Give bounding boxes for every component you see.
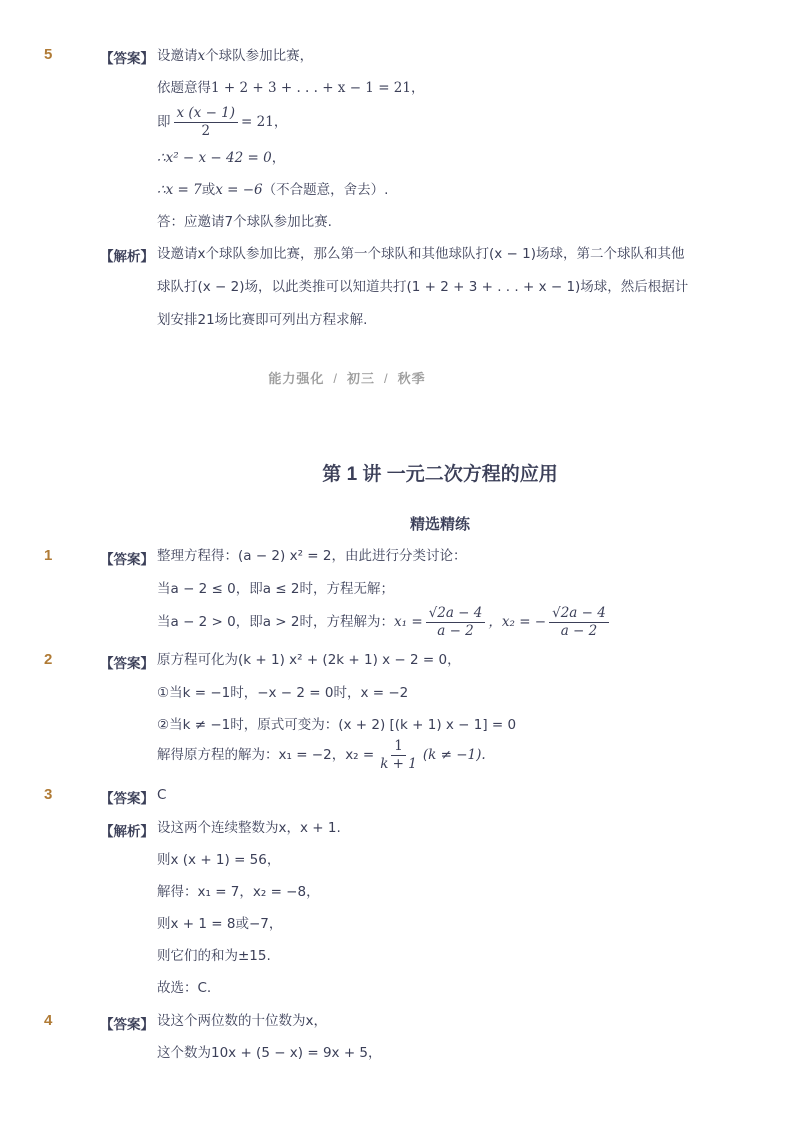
numerator: √2a − 4 — [549, 605, 609, 623]
solution-line: 当a − 2 ≤ 0，即a ≤ 2时，方程无解； — [157, 581, 394, 597]
question-number: 2 — [44, 651, 53, 668]
math: = 21 — [241, 114, 274, 130]
solution-line — [157, 148, 285, 168]
text: 即 — [157, 114, 171, 130]
solution-line — [157, 604, 612, 640]
answer-value: C — [157, 787, 167, 803]
math: x = −6 — [215, 182, 263, 198]
numerator: √2a − 4 — [426, 605, 486, 623]
denominator: k + 1 — [380, 755, 417, 772]
solution-line — [157, 737, 486, 773]
analysis-label: 【解析】 — [100, 249, 154, 264]
analysis-line: 设这两个连续整数为x，x + 1. — [157, 820, 341, 836]
question-number: 3 — [44, 786, 53, 803]
text: 设邀请 — [157, 48, 198, 64]
question-number: 4 — [44, 1012, 53, 1029]
text: 或 — [201, 182, 216, 198]
math: x — [197, 48, 206, 64]
math: 1 + 2 + 3 + . . . + x − 1 = 21 — [211, 80, 411, 96]
text: 解得原方程的解为：x₁ = −2，x₂ = — [157, 747, 375, 763]
question-number: 1 — [44, 547, 53, 564]
footer-grade: 初三 — [346, 371, 375, 386]
solution-line — [157, 78, 424, 98]
text: 依题意得 — [157, 80, 211, 96]
analysis-line: 球队打(x − 2)场，以此类推可以知道共打(1 + 2 + 3 + . . . + x − 1)场球，然后根据计 — [157, 279, 689, 295]
math: x₁ = — [394, 614, 423, 630]
math: (k ≠ −1). — [422, 747, 486, 763]
footer-separator: / — [384, 371, 389, 386]
solution-line — [157, 104, 287, 140]
lecture-title: 第 1 讲 一元二次方程的应用 — [322, 464, 558, 485]
answer-line — [157, 46, 313, 66]
footer-term: 秋季 — [397, 371, 426, 386]
page-footer — [0, 368, 694, 387]
fraction — [377, 738, 420, 773]
fraction — [426, 605, 486, 640]
section-title: 精选精练 — [409, 516, 470, 533]
solution-line: 则x (x + 1) = 56， — [157, 852, 281, 868]
math: ∴x = 7 — [157, 182, 202, 198]
analysis-line: 划安排21场比赛即可列出方程求解. — [157, 312, 368, 328]
text: 当a − 2 > 0，即a > 2时，方程解为： — [157, 614, 394, 630]
answer-line: 整理方程得：(a − 2) x² = 2，由此进行分类讨论： — [157, 548, 467, 564]
answer-label: 【答案】 — [100, 51, 154, 66]
numerator: 1 — [391, 738, 406, 756]
text: ， — [410, 80, 425, 96]
answer-label: 【答案】 — [100, 656, 154, 671]
answer-label: 【答案】 — [100, 1017, 154, 1032]
math: ，x₂ = − — [488, 614, 547, 630]
solution-line — [157, 180, 388, 200]
solution-line: 解得：x₁ = 7，x₂ = −8， — [157, 884, 320, 900]
solution-line: ①当k = −1时，−x − 2 = 0时，x = −2 — [157, 685, 409, 701]
denominator: a − 2 — [560, 622, 598, 639]
solution-line: 则x + 1 = 8或−7， — [157, 916, 283, 932]
text: 个球队参加比赛， — [205, 48, 314, 64]
answer-line: 设这个两位数的十位数为x， — [157, 1013, 327, 1029]
solution-line: 则它们的和为±15. — [157, 948, 271, 964]
solution-line: 这个数为10x + (5 − x) = 9x + 5， — [157, 1045, 382, 1061]
solution-line: 答：应邀请7个球队参加比赛. — [157, 214, 332, 230]
question-number: 5 — [44, 46, 53, 63]
denominator: 2 — [201, 122, 211, 139]
answer-label: 【答案】 — [100, 552, 154, 567]
footer-separator: / — [333, 371, 338, 386]
analysis-label: 【解析】 — [100, 824, 154, 839]
text: （不合题意，舍去）. — [262, 182, 389, 198]
numerator: x (x − 1) — [174, 105, 239, 123]
solution-line: 故选：C. — [157, 980, 212, 996]
footer-course: 能力强化 — [268, 371, 325, 386]
answer-label: 【答案】 — [100, 791, 154, 806]
denominator: a − 2 — [437, 622, 474, 639]
text: ， — [273, 114, 288, 130]
answer-line: 原方程可化为(k + 1) x² + (2k + 1) x − 2 = 0， — [157, 652, 461, 668]
fraction — [549, 605, 609, 640]
fraction — [174, 105, 239, 140]
analysis-line: 设邀请x个球队参加比赛，那么第一个球队和其他球队打(x − 1)场球，第二个球队和其他 — [157, 246, 685, 262]
solution-line: ②当k ≠ −1时，原式可变为：(x + 2) [(k + 1) x − 1] = 0 — [157, 717, 517, 733]
math: ∴x² − x − 42 = 0 — [157, 150, 272, 166]
text: ， — [271, 150, 286, 166]
